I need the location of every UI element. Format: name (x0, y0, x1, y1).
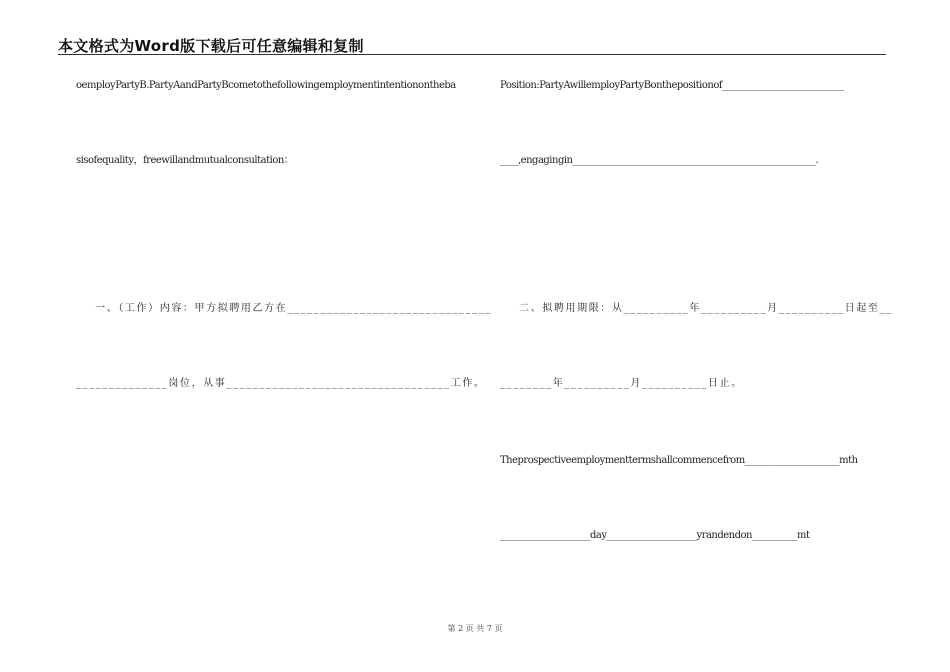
left-text-line-1: oemployPartyB.PartyAandPartyBcometothefollowingemploymentintentionontheba (76, 80, 456, 91)
right-clause-2-term: 二、拟聘用期限：从__________年__________月__________日起至__ (500, 303, 893, 314)
document-header: 本文格式为Word版下载后可任意编辑和复制 (58, 37, 364, 55)
left-text-line-2: sisofequality，freewillandmutualconsultation： (76, 155, 294, 166)
right-text-line-5: Theprospectiveemploymenttermshallcommencefrom_____________________mth (500, 455, 858, 466)
left-clause-1-position: ______________岗位，从事__________________________________工作。 (76, 378, 486, 389)
right-text-line-2: ____,engagingin______________________________________________________. (500, 155, 819, 166)
right-text-line-6: ____________________day____________________yrandendon__________mt (500, 530, 810, 541)
right-text-line-1: Position:PartyAwillemployPartyBonthepositionof___________________________ (500, 80, 844, 91)
page-number-footer: 第 2 页 共 7 页 (447, 624, 503, 633)
right-clause-2-term-end: ________年__________月__________日止。 (500, 378, 743, 389)
left-clause-1-work-content: 一、（工作）内容：甲方拟聘用乙方在_______________________________ (76, 303, 492, 314)
header-rule (58, 54, 886, 55)
